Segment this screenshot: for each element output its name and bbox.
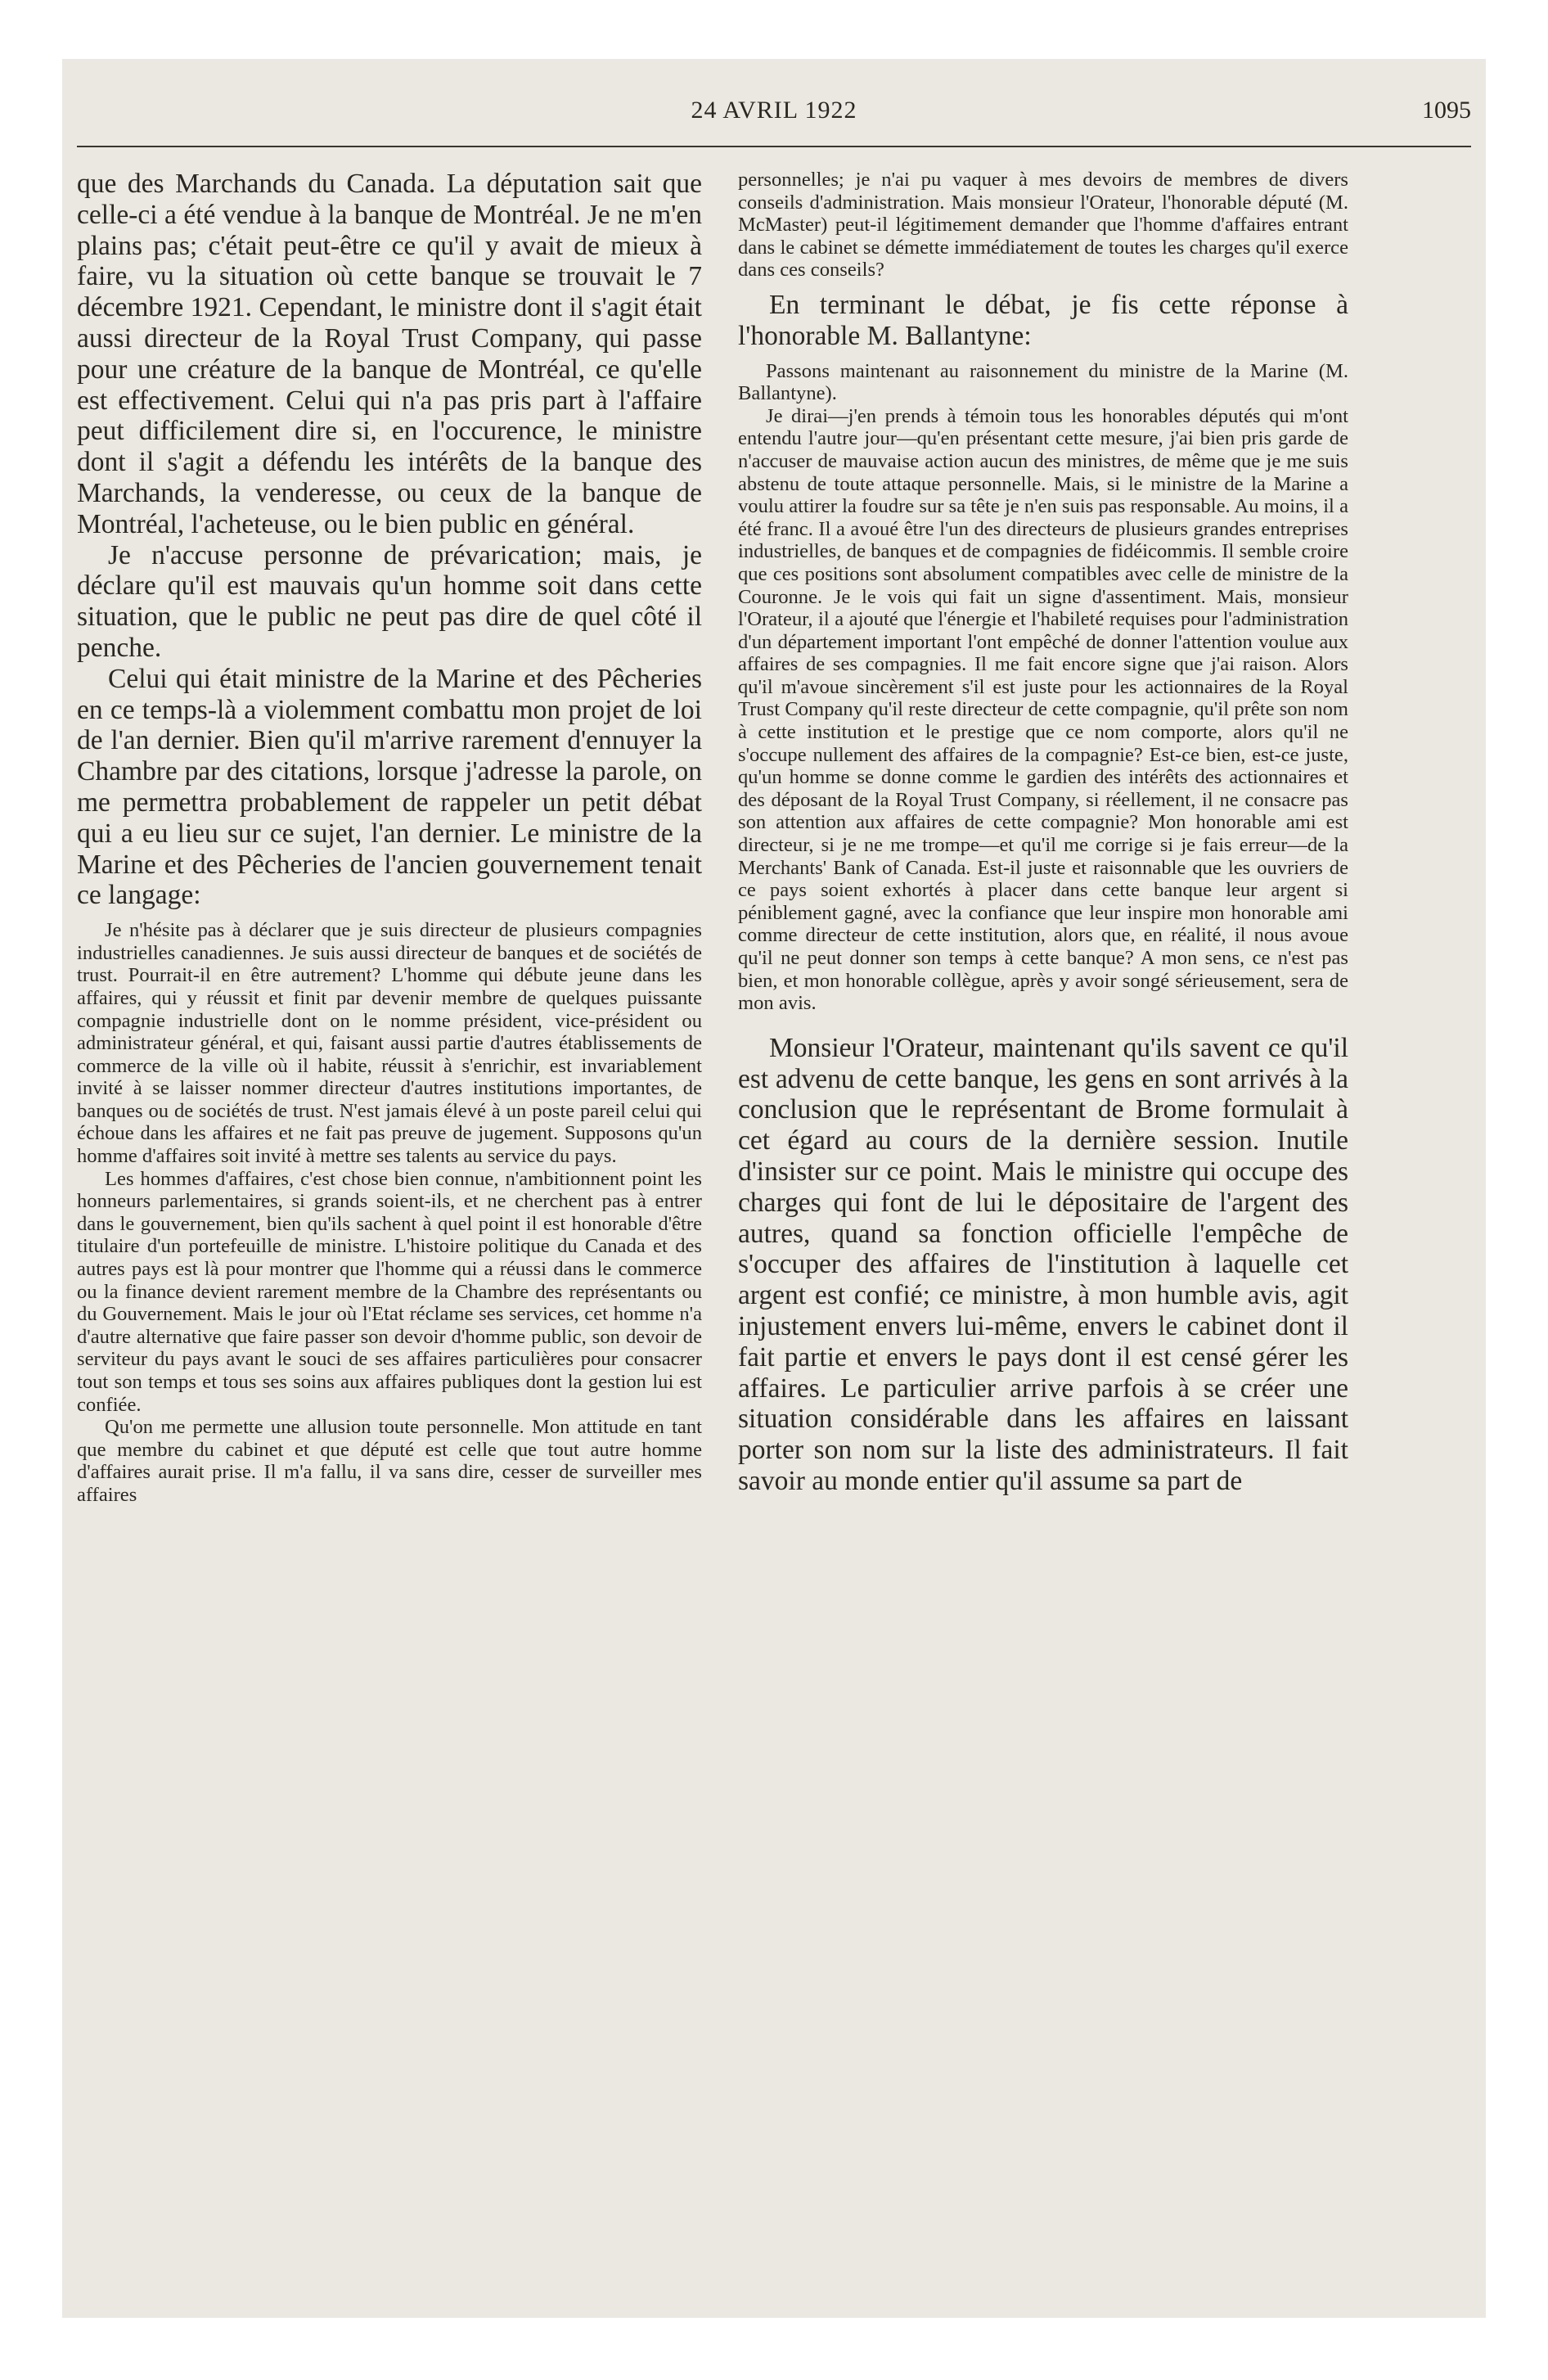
quote-paragraph: personnelles; je n'ai pu vaquer à mes devoirs de membres de divers conseils d'administration. Mais monsieur l'Orateur, l'honorable député (M. McMaster) peut-il légitimement demander que l'homme d'affaires entrant dans le cabinet se démette immédiatement de toutes les charges qu'il exerce dans ces conseils? <box>738 169 1348 282</box>
paragraph: que des Marchands du Canada. La députation sait que celle-ci a été vendue à la banque de Montréal. Je ne m'en plains pas; c'était peut-être ce qu'il y avait de mieux à faire, vu la situation où cette banque se trouvait le 7 décembre 1921. Cependant, le ministre dont il s'agit était aussi directeur de la Royal Trust Company, qui passe pour une créature de la banque de Montréal, ce qu'elle est effectivement. Celui qui n'a pas pris part à l'affaire peut difficilement dire si, en l'occurence, le ministre dont il s'agit a défendu les intérêts de la banque des Marchands, la venderesse, ou ceux de la banque de Montréal, l'acheteuse, ou le bien public en général. <box>77 169 702 539</box>
header-rule <box>77 146 1471 147</box>
quote-paragraph: Je n'hésite pas à déclarer que je suis directeur de plusieurs compagnies industrielles canadiennes. Je suis aussi directeur de banques et de sociétés de trust. Pourrait-il en être autrement? L'homme qui débute jeune dans les affaires, qui y réussit et finit par devenir membre de quelques puissante compagnie industrielle dont on le nomme président, vice-président ou administrateur général, et qui, faisant aussi partie d'autres établissements de commerce de la ville où il habite, réussit à s'enrichir, est invariablement invité à se laisser nommer directeur d'autres institutions importantes, de banques ou de sociétés de trust. N'est jamais élevé à un poste pareil celui qui échoue dans les affaires et ne fait pas preuve de jugement. Supposons qu'un homme d'affaires soit invité à mettre ses talents au service du pays. <box>77 919 702 1168</box>
left-column <box>77 169 702 2231</box>
paragraph: Je n'accuse personne de prévarication; mais, je déclare qu'il est mauvais qu'un homme soit dans cette situation, que le public ne peut pas dire de quel côté il penche. <box>77 539 702 663</box>
quote-paragraph: Je dirai—j'en prends à témoin tous les honorables députés qui m'ont entendu l'autre jour—qu'en présentant cette mesure, j'ai bien pris garde de n'accuser de mauvaise action aucun des ministres, de même que je me suis abstenu de toute attaque personnelle. Mais, si le ministre de la Marine a voulu attirer la foudre sur sa tête je n'en suis pas responsable. Au moins, il a été franc. Il a avoué être l'un des directeurs de plusieurs grandes entreprises industrielles, de banques et de compagnies de fidéicommis. Il semble croire que ces positions sont absolument compatibles avec celle de ministre de la Couronne. Je le vois qui fait un signe d'assentiment. Mais, monsieur l'Orateur, il a ajouté que l'énergie et l'habileté requises pour l'administration d'un département important l'ont empêché de donner l'attention voulue aux affaires de ses compagnies. Il me fait encore signe que j'ai raison. Alors qu'il m'avoue sincèrement s'il est juste pour les actionnaires de la Royal Trust Company qu'il reste directeur de cette compagnie, qu'il prête son nom à cette institution et le prestige que ce nom comporte, alors qu'il ne s'occupe nullement des affaires de la compagnie? Est-ce bien, est-ce juste, qu'un homme se donne comme le gardien des intérêts des actionnaires et des déposant de la Royal Trust Company, si réellement, il ne consacre pas son attention aux affaires de cette compagnie? Mon honorable ami est directeur, si je ne me trompe—et qu'il me corrige si je fais erreur—de la Merchants' Bank of Canada. Est-il juste et raisonnable que les ouvriers de ce pays soient exhortés à placer dans cette banque leur argent si péniblement gagné, avec la confiance que leur inspire mon honorable ami comme directeur de cette institution, alors que, en réalité, il nous avoue qu'il ne peut donner son temps à cette banque? A mon sens, ce n'est pas bien, et mon honorable collègue, après y avoir songé sérieusement, sera de mon avis. <box>738 404 1348 1015</box>
quote-paragraph: Passons maintenant au raisonnement du ministre de la Marine (M. Ballantyne). <box>738 359 1348 405</box>
header-date: 24 AVRIL 1922 <box>691 97 857 124</box>
paragraph: Celui qui était ministre de la Marine et des Pêcheries en ce temps-là a violemment combattu mon projet de loi de l'an dernier. Bien qu'il m'arrive rarement d'ennuyer la Chambre par des citations, lorsque j'adresse la parole, on me permettra probablement de rappeler un petit débat qui a eu lieu sur ce sujet, l'an dernier. Le ministre de la Marine et des Pêcheries de l'ancien gouvernement tenait ce langage: <box>77 663 702 911</box>
paragraph: En terminant le débat, je fis cette réponse à l'honorable M. Ballantyne: <box>738 289 1348 351</box>
page-number: 1095 <box>1422 97 1471 124</box>
quote-paragraph: Les hommes d'affaires, c'est chose bien connue, n'ambitionnent point les honneurs parlementaires, si grands soient-ils, et ne cherchent pas à entrer dans le gouvernement, bien qu'ils sachent à quel point il est honorable d'être titulaire d'un portefeuille de ministre. L'histoire politique du Canada et des autres pays est là pour montrer que l'homme qui a réussi dans le commerce ou la finance devient rarement membre de la Chambre des représentants ou du Gouvernement. Mais le jour où l'Etat réclame ses services, cet homme n'a d'autre alternative que faire passer son devoir d'homme public, son devoir de serviteur du pays avant le souci de ses affaires particulières pour consacrer tout son temps et tous ses soins aux affaires publiques dont la gestion lui est confiée. <box>77 1167 702 1416</box>
quote-paragraph: Qu'on me permette une allusion toute personnelle. Mon attitude en tant que membre du cabinet et que député est celle que tout autre homme d'affaires aurait prise. Il m'a fallu, il va sans dire, cesser de surveiller mes affaires <box>77 1416 702 1506</box>
page-header <box>77 97 1471 129</box>
right-column <box>738 169 1348 2231</box>
paragraph: Monsieur l'Orateur, maintenant qu'ils savent ce qu'il est advenu de cette banque, les gens en sont arrivés à la conclusion que le représentant de Brome formulait à cet égard au cours de la dernière session. Inutile d'insister sur ce point. Mais le ministre qui occupe des charges qui font de lui le dépositaire de l'argent des autres, quand sa fonction officielle l'empêche de s'occuper des affaires de l'institution à laquelle cet argent est confié; ce ministre, à mon humble avis, agit injustement envers lui-même, envers le cabinet dont il fait partie et envers le pays dont il est censé gérer les affaires. Le particulier arrive parfois à se créer une situation considérable dans les affaires en laissant porter son nom sur la liste des administrateurs. Il fait savoir au monde entier qu'il assume sa part de <box>738 1032 1348 1496</box>
